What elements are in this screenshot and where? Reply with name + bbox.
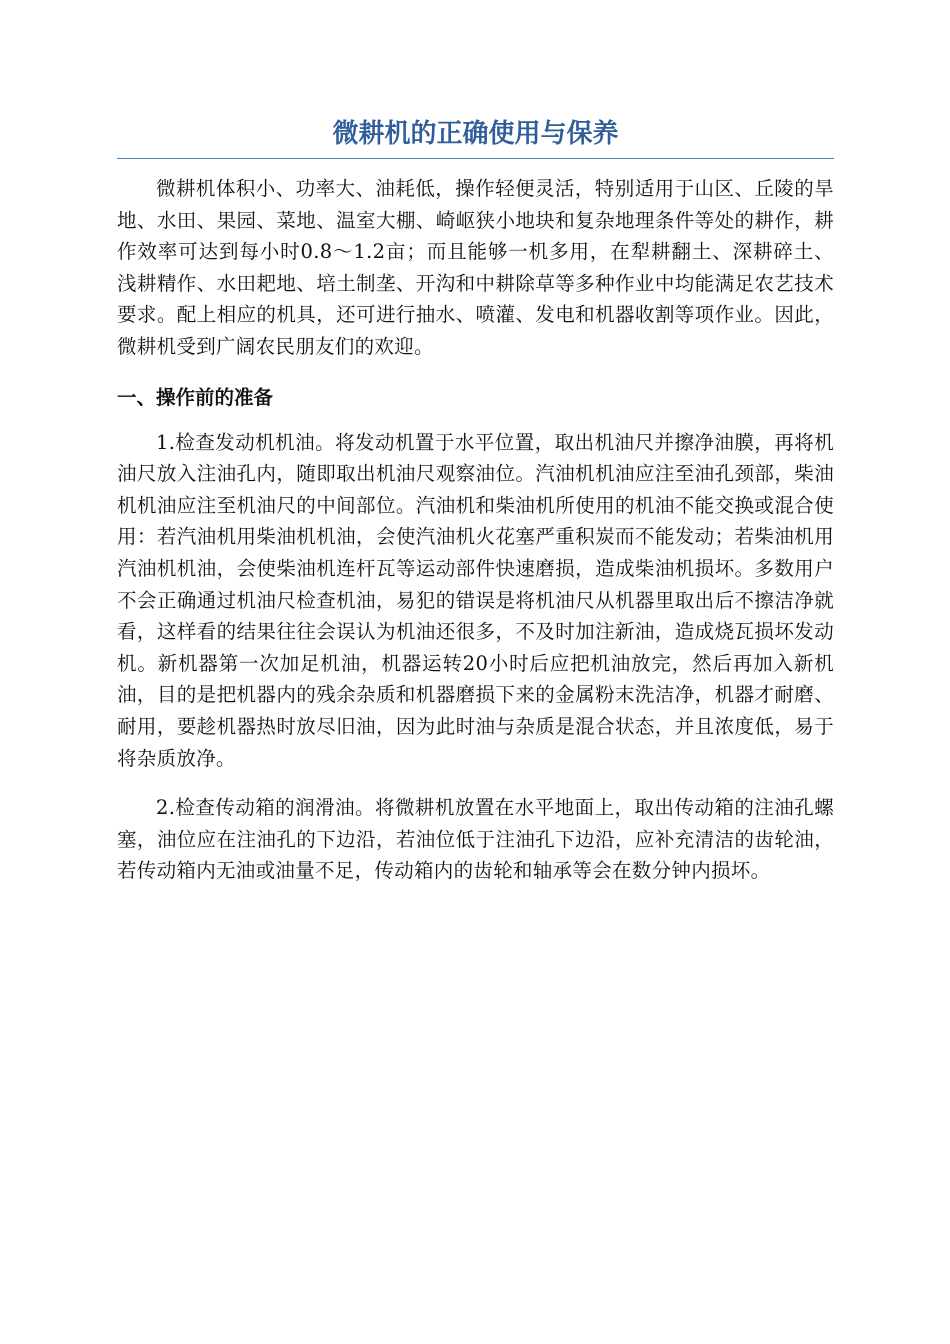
document-title: 微耕机的正确使用与保养: [332, 119, 619, 149]
document-page: [117, 112, 834, 887]
title-underline: [117, 158, 834, 159]
section-heading-preparation: 一、操作前的准备: [117, 385, 274, 409]
intro-paragraph: 微耕机体积小、功率大、油耗低，操作轻便灵活，特别适用于山区、丘陵的旱地、水田、果园、菜地、温室大棚、崎岖狭小地块和复杂地理条件等处的耕作，耕作效率可达到每小时0.8～1.2亩；而且能够一机多用，在犁耕翻土、深耕碎土、浅耕精作、水田耙地、培土制垄、开沟和中耕除草等多种作业中均能满足农艺技术要求。配上相应的机具，还可进行抽水、喷灌、发电和机器收割等项作业。因此，微耕机受到广阔农民朋友们的欢迎。: [117, 177, 834, 358]
paragraph-check-engine-oil: 1.检查发动机机油。将发动机置于水平位置，取出机油尺并擦净油膜，再将机油尺放入注油孔内，随即取出机油尺观察油位。汽油机机油应注至油孔颈部，柴油机机油应注至机油尺的中间部位。汽油机和柴油机所使用的机油不能交换或混合使用：若汽油机用柴油机机油，会使汽油机火花塞严重积炭而不能发动；若柴油机用汽油机机油，会使柴油机连杆瓦等运动部件快速磨损，造成柴油机损坏。多数用户不会正确通过机油尺检查机油，易犯的错误是将机油尺从机器里取出后不擦洁净就看，这样看的结果往往会误认为机油还很多，不及时加注新油，造成烧瓦损坏发动机。新机器第一次加足机油，机器运转20小时后应把机油放完，然后再加入新机油，目的是把机器内的残余杂质和机器磨损下来的金属粉末洗洁净，机器才耐磨、耐用，要趁机器热时放尽旧油，因为此时油与杂质是混合状态，并且浓度低，易于将杂质放净。: [117, 430, 834, 770]
paragraph-check-gearbox-oil: 2.检查传动箱的润滑油。将微耕机放置在水平地面上，取出传动箱的注油孔螺塞，油位应在注油孔的下边沿，若油位低于注油孔下边沿，应补充清洁的齿轮油，若传动箱内无油或油量不足，传动箱内的齿轮和轴承等会在数分钟内损坏。: [117, 796, 834, 883]
